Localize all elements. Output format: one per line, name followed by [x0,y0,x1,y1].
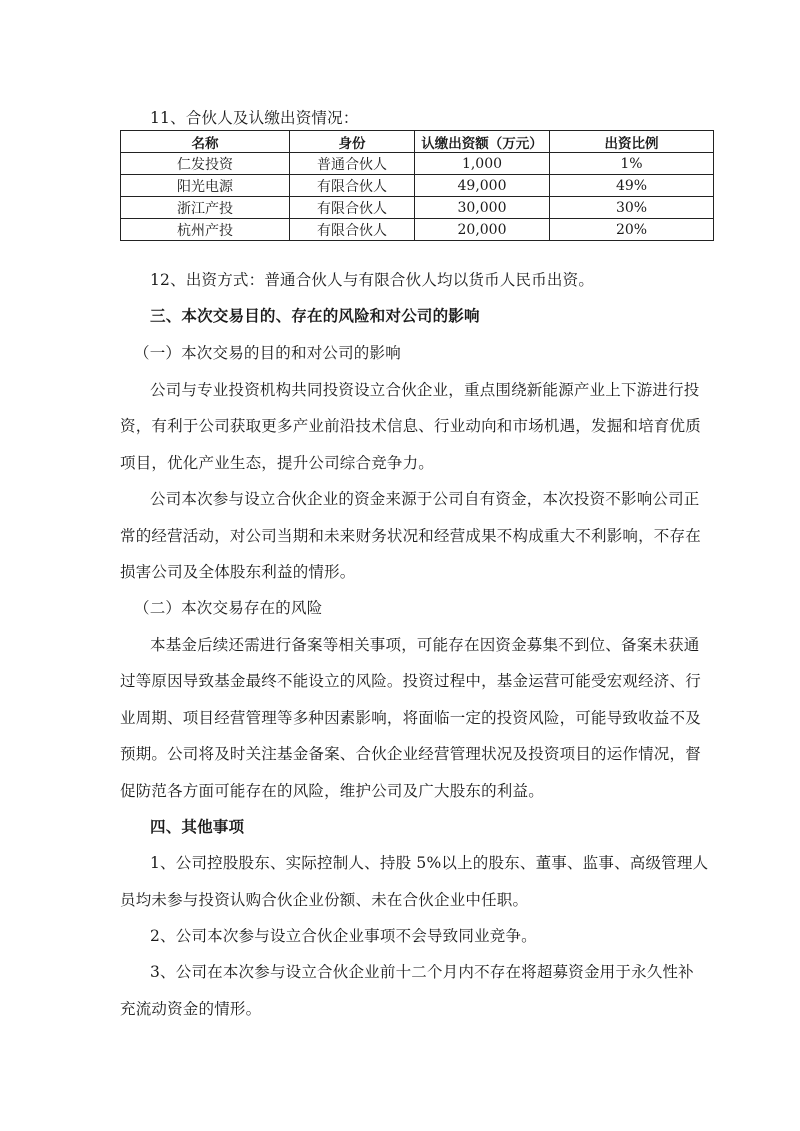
paragraph-line: 促防范各方面可能存在的风险，维护公司及广大股东的利益。 [120,782,544,800]
paragraph-line: 资，有利于公司获取更多产业前沿技术信息、行业动向和市场机遇，发掘和培育优质 [120,417,701,435]
section-11-title: 11、合伙人及认缴出资情况： [150,109,359,127]
paragraph-line: 1、公司控股股东、实际控制人、持股 5%以上的股东、董事、监事、高级管理人 [150,854,709,872]
paragraph-line: 业周期、项目经营管理等多种因素影响，将面临一定的投资风险，可能导致收益不及 [120,709,701,727]
header-amount: 认缴出资额（万元） [415,131,550,153]
partner-name: 阳光电源 [121,175,290,197]
partner-amount: 49,000 [415,175,550,197]
heading-4: 四、其他事项 [150,817,245,836]
partner-ratio: 49% [550,175,714,197]
partner-role: 有限合伙人 [290,219,415,241]
table-row [121,219,714,241]
paragraph-line: 充流动资金的情形。 [120,1000,262,1018]
paragraph-line: 预期。公司将及时关注基金备案、合伙企业经营管理状况及投资项目的运作情况，督 [120,745,701,763]
header-ratio: 出资比例 [550,131,714,153]
paragraph-line: 本基金后续还需进行备案等相关事项，可能存在因资金募集不到位、备案未获通 [150,636,700,654]
partner-amount: 20,000 [415,219,550,241]
heading-3: 三、本次交易目的、存在的风险和对公司的影响 [150,306,480,325]
paragraph-line: 常的经营活动，对公司当期和未来财务状况和经营成果不构成重大不利影响，不存在 [120,527,701,545]
partner-ratio: 20% [550,219,714,241]
partner-amount: 1,000 [415,153,550,175]
section-12: 12、出资方式：普通合伙人与有限合伙人均以货币人民币出资。 [150,271,595,289]
paragraph-line: 员均未参与投资认购合伙企业份额、未在合伙企业中任职。 [120,891,529,909]
table-header-row [121,131,714,153]
partner-name: 杭州产投 [121,219,290,241]
table-row [121,153,714,175]
partners-table [120,130,714,241]
partner-ratio: 1% [550,153,714,175]
partner-name: 仁发投资 [121,153,290,175]
paragraph-line: 项目，优化产业生态，提升公司综合竞争力。 [120,454,435,472]
header-name: 名称 [121,131,290,153]
partner-ratio: 30% [550,197,714,219]
subheading-2: （二）本次交易存在的风险 [134,599,323,617]
paragraph-line: 2、公司本次参与设立合伙企业事项不会导致同业竞争。 [150,927,537,945]
partner-role: 有限合伙人 [290,175,415,197]
paragraph-line: 损害公司及全体股东利益的情形。 [120,563,356,581]
table-row [121,197,714,219]
paragraph-line: 3、公司在本次参与设立合伙企业前十二个月内不存在将超募资金用于永久性补 [150,963,694,981]
paragraph-line: 公司与专业投资机构共同投资设立合伙企业，重点围绕新能源产业上下游进行投 [150,381,700,399]
paragraph-line: 过等原因导致基金最终不能设立的风险。投资过程中，基金运营可能受宏观经济、行 [120,672,701,690]
table-row [121,175,714,197]
partner-name: 浙江产投 [121,197,290,219]
subheading-1: （一）本次交易的目的和对公司的影响 [134,344,401,362]
paragraph-line: 公司本次参与设立合伙企业的资金来源于公司自有资金，本次投资不影响公司正 [150,490,700,508]
partner-role: 有限合伙人 [290,197,415,219]
partner-amount: 30,000 [415,197,550,219]
partner-role: 普通合伙人 [290,153,415,175]
header-role: 身份 [290,131,415,153]
